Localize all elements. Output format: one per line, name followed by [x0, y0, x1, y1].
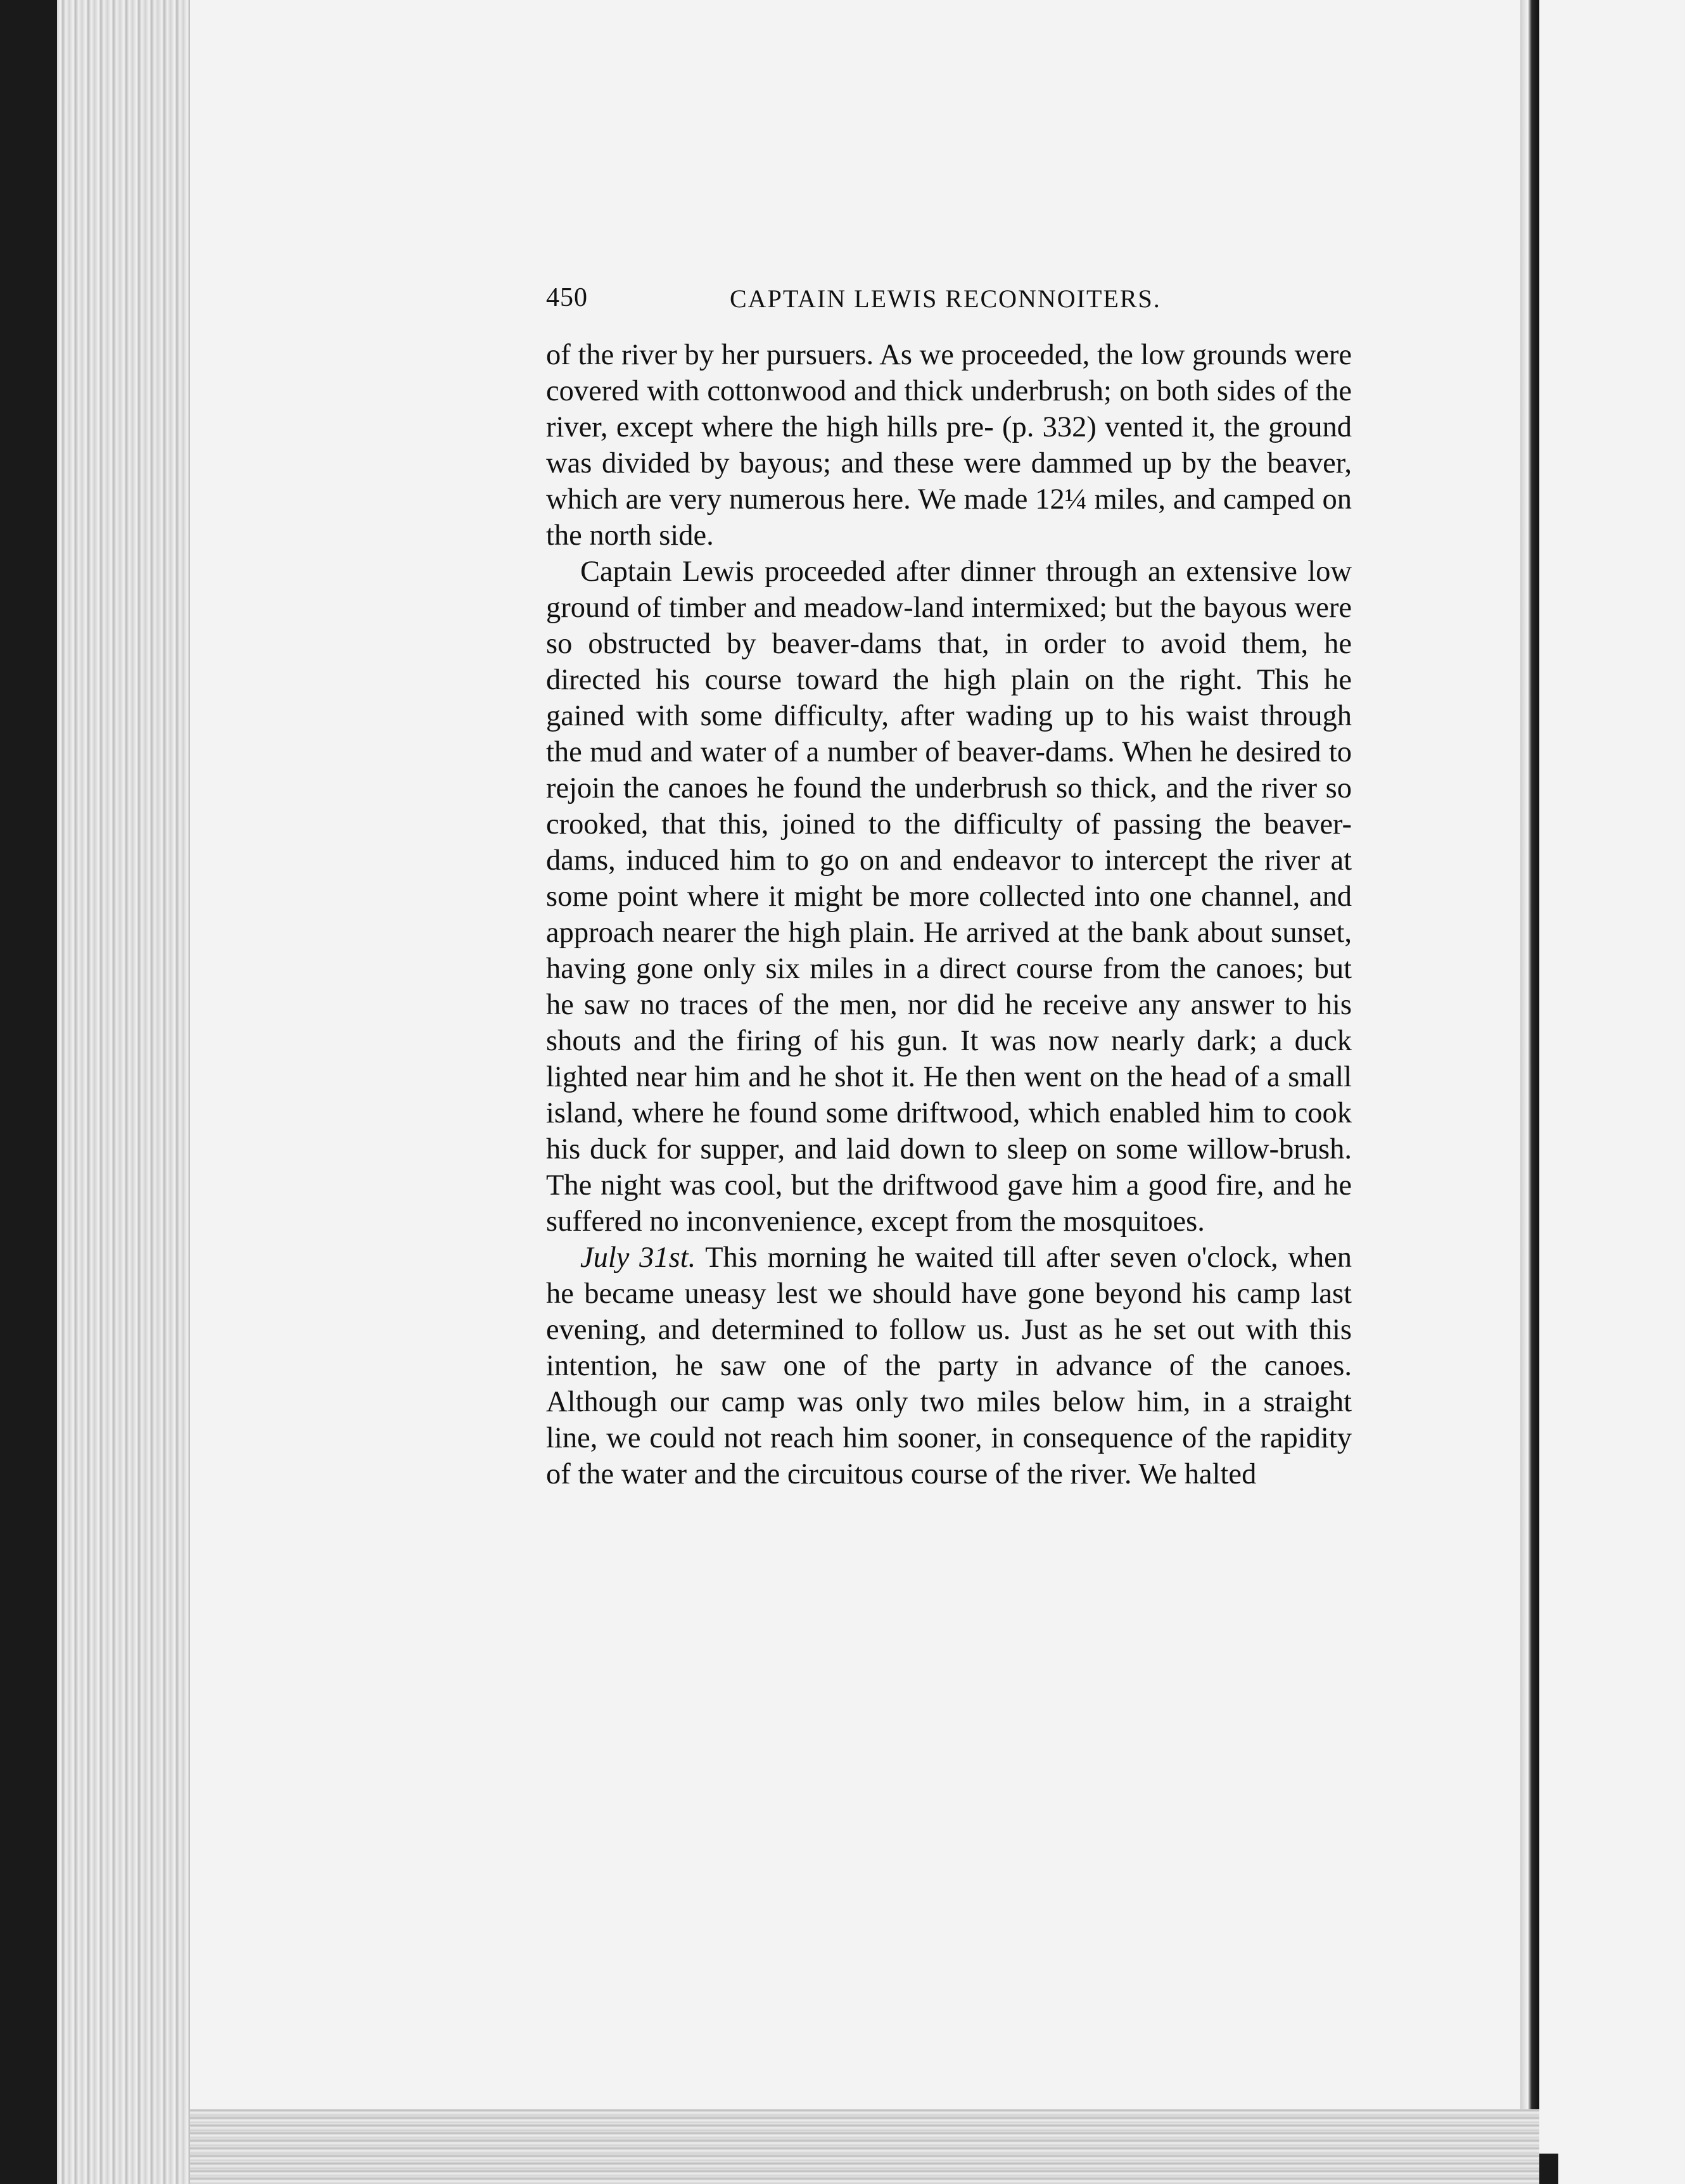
- paragraph-continuation: of the river by her pursuers. As we proceeded, the low grounds were covered with cottonwood and thick underbrush; on both sides of the river, except where the high hills pre- (p. 332) vented it, the ground was divided by bayous; and these were dammed up by the beaver, which are very numerous here. We made 12¼ miles, and camped on the north side.: [546, 339, 1352, 552]
- paragraph-july-31: [546, 1240, 1352, 1492]
- facing-page-margin: [1558, 0, 1685, 2184]
- running-head: CAPTAIN LEWIS RECONNOITERS.: [730, 284, 1161, 313]
- page-bottom-edge: [190, 2109, 1539, 2184]
- date-label: July 31st.: [580, 1241, 696, 1274]
- paragraph-july-31-text: This morning he waited till after seven o'clock, when he became uneasy lest we should have gone beyond his camp last evening, and determined to follow us. Just as he set out with this intention, he saw one of the party in advance of the canoes. Although our camp was only two miles below him, in a straight line, we could not reach him sooner, in consequence of the rapidity of the water and the circuitous course of the river. We halted: [546, 1241, 1352, 1490]
- body-text: [546, 337, 1352, 1492]
- page-header: [546, 283, 1351, 321]
- paragraph-lewis-proceeded: Captain Lewis proceeded after dinner through an extensive low ground of timber and meadow-land intermixed; but the bayous were so obstructed by beaver-dams that, in order to avoid them, he directed his course toward the high plain on the right. This he gained with some difficulty, after wading up to his waist through the mud and water of a number of beaver-dams. When he desired to rejoin the canoes he found the underbrush so thick, and the river so crooked, that this, joined to the difficulty of passing the beaver-dams, induced him to go on and endeavor to intercept the river at some point where it might be more collected into one channel, and approach nearer the high plain. He arrived at the bank about sunset, having gone only six miles in a direct course from the canoes; but he saw no traces of the men, nor did he receive any answer to his shouts and the firing of his gun. It was now nearly dark; a duck lighted near him and he shot it. He then went on the head of a small island, where he found some driftwood, which enabled him to cook his duck for supper, and laid down to sleep on some willow-brush. The night was cool, but the driftwood gave him a good fire, and he suffered no inconvenience, except from the mosquitoes.: [546, 556, 1352, 1238]
- page-gutter-edge: [1520, 0, 1539, 2154]
- page-number: 450: [546, 283, 588, 312]
